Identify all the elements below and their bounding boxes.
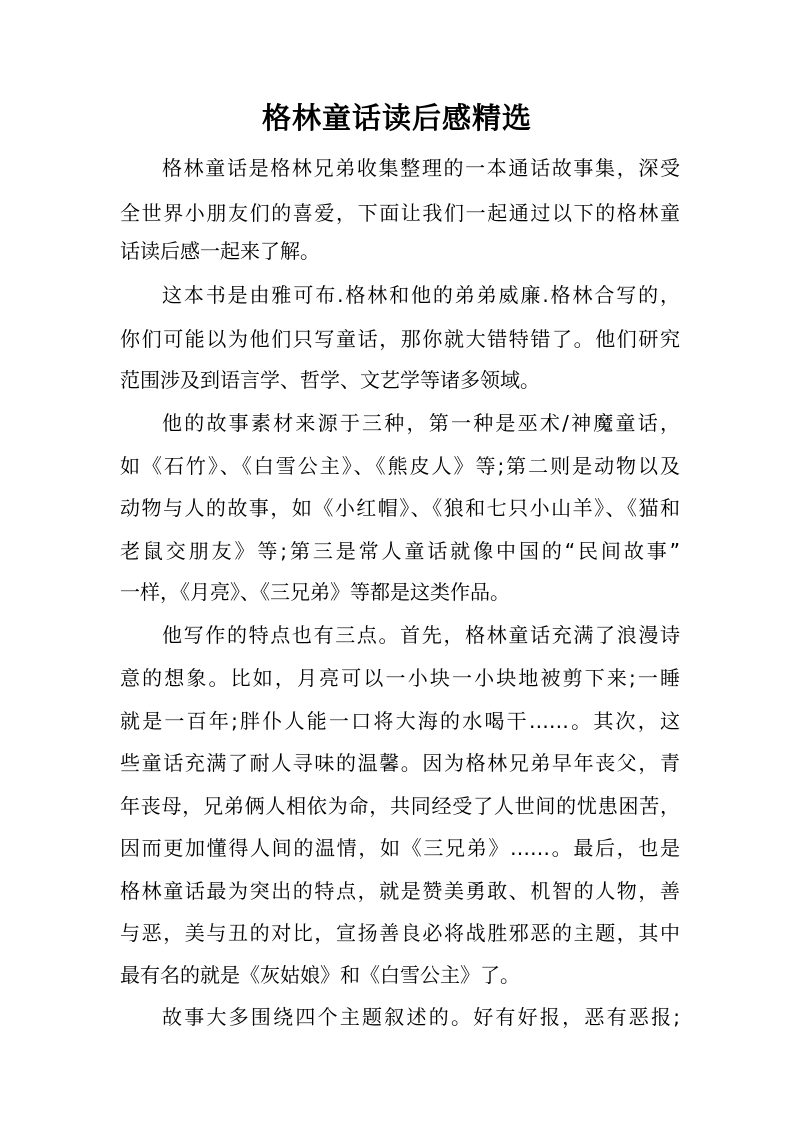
paragraph-2-line-2: 你们可能以为他们只写童话，那你就大错特错了。他们研究 <box>120 327 680 351</box>
paragraph-1-line-3: 话读后感一起来了解。 <box>120 239 320 263</box>
paragraph-4-line-4: 些童话充满了耐人寻味的温馨。因为格林兄弟早年丧父，青 <box>120 751 680 775</box>
paragraph-4-line-3: 就是一百年;胖仆人能一口将大海的水喝干……。其次，这 <box>120 709 680 733</box>
paragraph-1-line-2: 全世界小朋友们的喜爱，下面让我们一起通过以下的格林童 <box>120 201 680 225</box>
paragraph-3-line-5: 一样，《月亮》、《三兄弟》等都是这类作品。 <box>120 580 510 604</box>
paragraph-5-line-1: 故事大多围绕四个主题叙述的。好有好报，恶有恶报; <box>162 1005 680 1029</box>
paragraph-1-line-1: 格林童话是格林兄弟收集整理的一本通话故事集，深受 <box>162 156 680 180</box>
paragraph-4-line-5: 年丧母，兄弟俩人相依为命，共同经受了人世间的忧患困苦， <box>120 794 680 818</box>
paragraph-4-line-8: 与恶，美与丑的对比，宣扬善良必将战胜邪恶的主题，其中 <box>120 921 680 945</box>
document-title: 格林童话读后感精选 <box>261 101 532 135</box>
paragraph-4-line-1: 他写作的特点也有三点。首先，格林童话充满了浪漫诗 <box>162 623 680 647</box>
paragraph-3-line-1: 他的故事素材来源于三种，第一种是巫术/神魔童话， <box>162 411 680 435</box>
paragraph-4-line-9: 最有名的就是《灰姑娘》和《白雪公主》了。 <box>120 963 520 987</box>
paragraph-3-line-2: 如《石竹》、《白雪公主》、《熊皮人》等;第二则是动物以及 <box>120 454 680 478</box>
paragraph-2-line-1: 这本书是由雅可布.格林和他的弟弟威廉.格林合写的， <box>162 283 680 307</box>
paragraph-4-line-6: 因而更加懂得人间的温情，如《三兄弟》……。最后，也是 <box>120 836 680 860</box>
paragraph-2-line-3: 范围涉及到语言学、哲学、文艺学等诸多领域。 <box>120 368 540 392</box>
paragraph-3-line-3: 动物与人的故事，如《小红帽》、《狼和七只小山羊》、《猫和 <box>120 496 680 520</box>
paragraph-4-line-2: 意的想象。比如，月亮可以一小块一小块地被剪下来;一睡 <box>120 666 680 690</box>
paragraph-3-line-4: 老鼠交朋友》等;第三是常人童话就像中国的“民间故事” <box>120 539 680 563</box>
paragraph-4-line-7: 格林童话最为突出的特点，就是赞美勇敢、机智的人物，善 <box>120 879 680 903</box>
